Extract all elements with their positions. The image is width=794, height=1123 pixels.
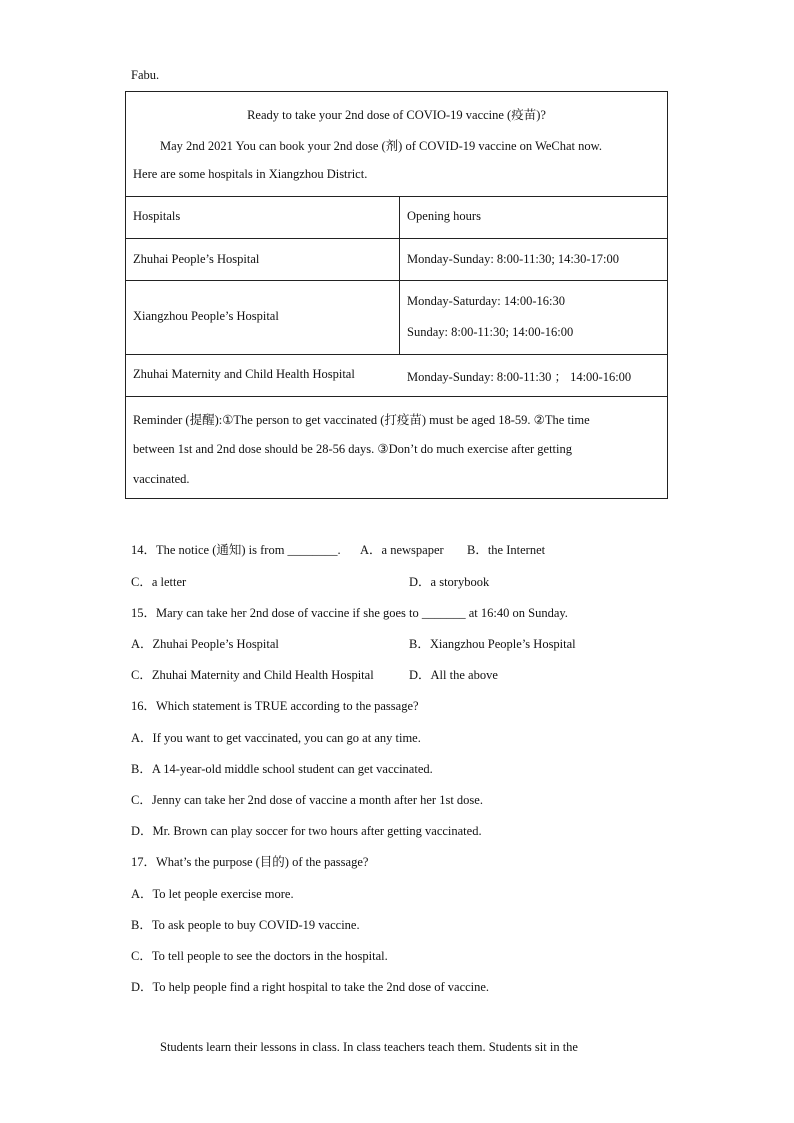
- table-cell-hospital: Zhuhai Maternity and Child Health Hospital: [133, 367, 355, 381]
- table-cell-hours: Monday-Sunday: 8:00-11:30; 14:30-17:00: [407, 252, 620, 266]
- page-header-text: Fabu.: [131, 68, 160, 82]
- notice-intro-line1: May 2nd 2021 You can book your 2nd dose (剂) of COVID-19 vaccine on WeChat now.: [160, 139, 602, 153]
- answer-option[interactable]: B．the Internet: [467, 543, 546, 557]
- table-bottom-border: [126, 396, 667, 397]
- question-stem: 16．Which statement is TRUE according to the passage?: [131, 699, 419, 713]
- answer-option[interactable]: C．Zhuhai Maternity and Child Health Hospital: [131, 668, 374, 682]
- answer-option[interactable]: D．a storybook: [409, 575, 490, 589]
- answer-option[interactable]: A．Zhuhai People’s Hospital: [131, 637, 279, 651]
- answer-option[interactable]: A．To let people exercise more.: [131, 887, 294, 901]
- answer-option[interactable]: B．To ask people to buy COVID-19 vaccine.: [131, 918, 360, 932]
- answer-option[interactable]: C．a letter: [131, 575, 187, 589]
- answer-option[interactable]: A．If you want to get vaccinated, you can go at any time.: [131, 731, 421, 745]
- table-cell-hospital: Zhuhai People’s Hospital: [133, 252, 260, 266]
- table-header-opening-hours: Opening hours: [407, 209, 481, 223]
- table-column-divider: [399, 196, 400, 354]
- reminder-line: vaccinated.: [133, 472, 190, 486]
- question-stem: 17．What’s the purpose (目的) of the passage?: [131, 855, 369, 869]
- answer-option[interactable]: D．Mr. Brown can play soccer for two hours after getting vaccinated.: [131, 824, 482, 838]
- question-stem: 15．Mary can take her 2nd dose of vaccine if she goes to _______ at 16:40 on Sunday.: [131, 606, 568, 620]
- table-row-divider: [126, 238, 667, 239]
- table-row-divider: [126, 354, 667, 355]
- notice-intro-line2: Here are some hospitals in Xiangzhou District.: [133, 167, 368, 181]
- answer-option[interactable]: B．A 14-year-old middle school student can get vaccinated.: [131, 762, 433, 776]
- table-cell-hours: Monday-Saturday: 14:00-16:30: [407, 294, 565, 308]
- answer-option[interactable]: D．All the above: [409, 668, 498, 682]
- notice-title: Ready to take your 2nd dose of COVIO-19 vaccine (疫苗)?: [247, 108, 546, 122]
- table-cell-hospital: Xiangzhou People’s Hospital: [133, 309, 279, 323]
- table-top-border: [126, 196, 667, 197]
- answer-option[interactable]: C．To tell people to see the doctors in the hospital.: [131, 949, 388, 963]
- answer-option[interactable]: A．a newspaper: [360, 543, 444, 557]
- table-cell-hours: Monday-Sunday: 8:00-11:30 ； 14:00-16:00: [407, 370, 632, 384]
- answer-option[interactable]: D．To help people find a right hospital to take the 2nd dose of vaccine.: [131, 980, 490, 994]
- notice-box: [125, 91, 668, 499]
- table-header-hospitals: Hospitals: [133, 209, 181, 223]
- answer-option[interactable]: C．Jenny can take her 2nd dose of vaccine a month after her 1st dose.: [131, 793, 483, 807]
- answer-option[interactable]: B．Xiangzhou People’s Hospital: [409, 637, 576, 651]
- reminder-line: Reminder (提醒):①The person to get vaccinated (打疫苗) must be aged 18-59. ②The time: [133, 413, 590, 427]
- question-stem: 14．The notice (通知) is from ________.: [131, 543, 341, 557]
- next-passage-text: Students learn their lessons in class. In class teachers teach them. Students sit in the: [160, 1040, 578, 1054]
- table-row-divider: [126, 280, 667, 281]
- reminder-line: between 1st and 2nd dose should be 28-56 days. ③Don’t do much exercise after getting: [133, 442, 572, 456]
- table-cell-hours: Sunday: 8:00-11:30; 14:00-16:00: [407, 325, 574, 339]
